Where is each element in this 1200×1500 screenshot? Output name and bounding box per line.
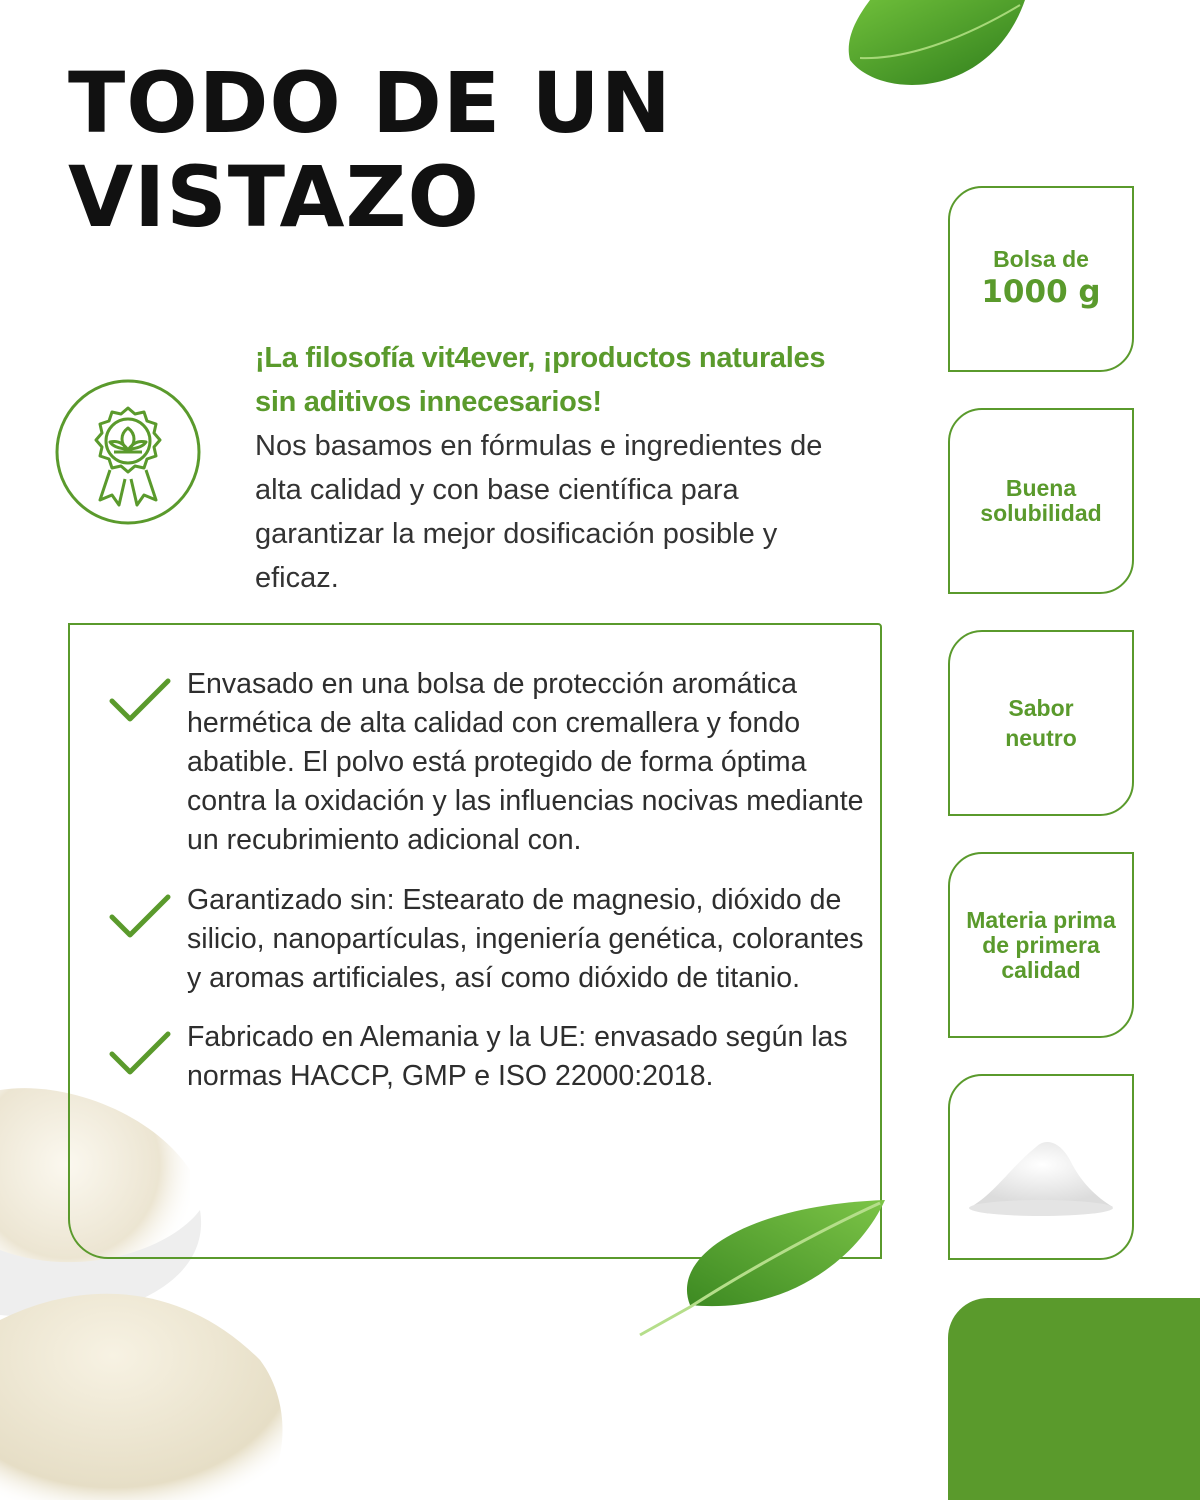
- card-label: neutro: [1005, 725, 1077, 751]
- checkmark-icon: [108, 1028, 172, 1078]
- leaf-image-top: [840, 0, 1030, 100]
- card-label: solubilidad: [980, 500, 1102, 526]
- features-box: [68, 623, 882, 1259]
- philosophy-body: Nos basamos en fórmulas e ingredientes de alta calidad y con base científica para garantizar la mejor dosificación posible y eficaz.: [255, 430, 823, 594]
- card-label: de primera: [982, 931, 1100, 958]
- card-label: Buena: [1005, 475, 1077, 501]
- powder-pile-image: [966, 1112, 1116, 1222]
- card-raw-material: [948, 852, 1134, 1038]
- feature-text: Envasado en una bolsa de protección aromática hermética de alta calidad con cremallera y fondo abatible. El polvo está protegido de forma óptima contra la oxidación y las influencias nocivas mediante un recubrimiento adicional con.: [187, 668, 864, 856]
- card-label: Materia prima: [966, 906, 1116, 933]
- title-line-1: TODO DE UN: [68, 54, 672, 152]
- checkmark-icon: [108, 675, 172, 725]
- quality-seal-leaf-icon: [54, 378, 202, 526]
- card-powder-image: [948, 1074, 1134, 1260]
- card-bag-size: [948, 186, 1134, 372]
- philosophy-highlight: ¡La filosofía vit4ever, ¡productos naturales sin aditivos innecesarios!: [255, 342, 826, 418]
- feature-text: Fabricado en Alemania y la UE: envasado según las normas HACCP, GMP e ISO 22000:2018.: [187, 1021, 848, 1092]
- card-solubility: [948, 408, 1134, 594]
- leaf-image-bottom: [630, 1195, 890, 1345]
- philosophy-text: [255, 336, 855, 600]
- card-value: 1000 g: [981, 273, 1101, 310]
- accent-block: [948, 1298, 1200, 1500]
- card-label: calidad: [1001, 956, 1081, 983]
- title-line-2: VISTAZO: [68, 148, 480, 246]
- card-flavor: [948, 630, 1134, 816]
- card-label: Bolsa de: [993, 245, 1089, 272]
- page-title: [68, 56, 828, 244]
- feature-text: Garantizado sin: Estearato de magnesio, dióxido de silicio, nanopartículas, ingeniería genética, colorantes y aromas artificiales, así como dióxido de titanio.: [187, 884, 864, 994]
- card-label: Sabor: [1008, 695, 1074, 721]
- checkmark-icon: [108, 891, 172, 941]
